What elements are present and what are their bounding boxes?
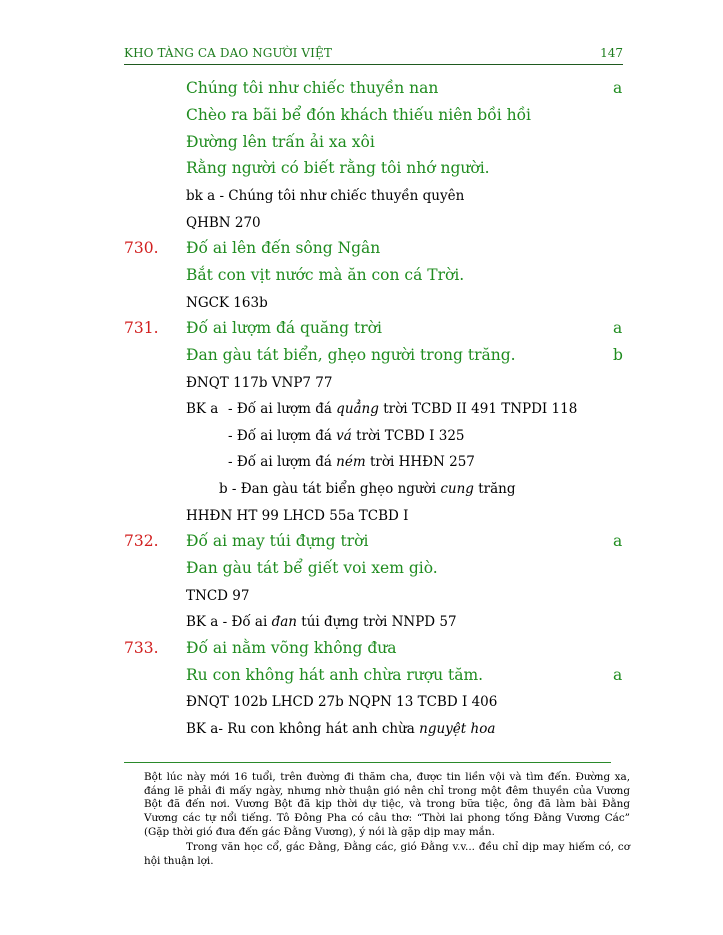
verse-line: Đan gàu tát bể giết voi xem giò.	[186, 559, 438, 577]
footnote-paragraph: Trong văn học cổ, gác Đằng, Đằng các, gió Đằng v.v... đều chỉ dịp may hiếm có, cơ hội thuận lợi.	[144, 841, 630, 867]
verse-line: Rằng người có biết rằng tôi nhớ người.	[186, 159, 490, 177]
variant-note: - Đố ai lượm đá ném trời HHĐN 257	[228, 454, 475, 470]
verse-line: Đường lên trấn ải xa xôi	[186, 133, 375, 151]
source-ref: NGCK 163b	[186, 295, 268, 311]
verse-line: Chèo ra bãi bể đón khách thiếu niên bồi hồi	[186, 106, 532, 124]
source-ref: ĐNQT 117b VNP7 77	[186, 375, 333, 391]
footnote-paragraph: Bột lúc này mới 16 tuổi, trên đường đi thăm cha, được tin liền vội và tìm đến. Đường xa, đáng lẽ phải đi mấy ngày, nhưng nhờ thuận gió nên chỉ trong một đêm thuyền của Vương Bột đã đến nơi. Vương Bột đã kịp thời dự tiệc, và trong bữa tiệc, ông đã làm bài Đằng Vương các tự nổi tiếng. Tô Đông Pha có câu thơ: “Thời lai phong tống Đằng Vương Các” (Gặp thời gió đưa đến gác Đằng Vương), ý nói là gặp dịp may mắn.	[144, 771, 630, 838]
verse-line: Chúng tôi như chiếc thuyền nan	[186, 79, 439, 97]
verse-line: Đố ai lượm đá quăng trời	[186, 319, 382, 337]
footnote-separator	[124, 762, 611, 763]
entry-number: 730.	[124, 239, 159, 257]
rhyme-mark: a	[613, 319, 623, 337]
source-ref: TNCD 97	[186, 588, 250, 604]
source-ref: ĐNQT 102b LHCD 27b NQPN 13 TCBD I 406	[186, 694, 498, 710]
entry-number: 731.	[124, 319, 159, 337]
running-header	[124, 44, 623, 65]
source-ref: QHBN 270	[186, 215, 261, 231]
variant-note: BK a- Ru con không hát anh chừa nguyệt hoa	[186, 721, 496, 737]
verse-line: Bắt con vịt nước mà ăn con cá Trời.	[186, 266, 465, 284]
page-number: 147	[600, 46, 623, 60]
variant-note: - Đố ai lượm đá vá trời TCBD I 325	[228, 428, 465, 444]
entry-number: 732.	[124, 532, 159, 550]
verse-line: Đố ai lên đến sông Ngân	[186, 239, 381, 257]
rhyme-mark: a	[613, 79, 623, 97]
rhyme-mark: a	[613, 666, 623, 684]
verse-line: Đố ai may túi đựng trời	[186, 532, 369, 550]
variant-note: BK a - Đố ai đan túi đựng trời NNPD 57	[186, 614, 457, 630]
variant-note: bk a - Chúng tôi như chiếc thuyền quyên	[186, 188, 465, 204]
variant-label: BK a	[186, 401, 219, 417]
book-title: KHO TÀNG CA DAO NGƯỜI VIỆT	[124, 46, 332, 60]
rhyme-mark: b	[613, 346, 623, 364]
verse-line: Đố ai nằm võng không đưa	[186, 639, 397, 657]
verse-line: Đan gàu tát biển, ghẹo người trong trăng.	[186, 346, 516, 364]
variant-note: b - Đan gàu tát biển ghẹo người cung trăng	[219, 481, 516, 497]
entry-number: 733.	[124, 639, 159, 657]
rhyme-mark: a	[613, 532, 623, 550]
source-ref: HHĐN HT 99 LHCD 55a TCBD I	[186, 508, 409, 524]
verse-line: Ru con không hát anh chừa rượu tăm.	[186, 666, 484, 684]
variant-note: - Đố ai lượm đá quẳng trời TCBD II 491 TNPDI 118	[228, 401, 578, 417]
